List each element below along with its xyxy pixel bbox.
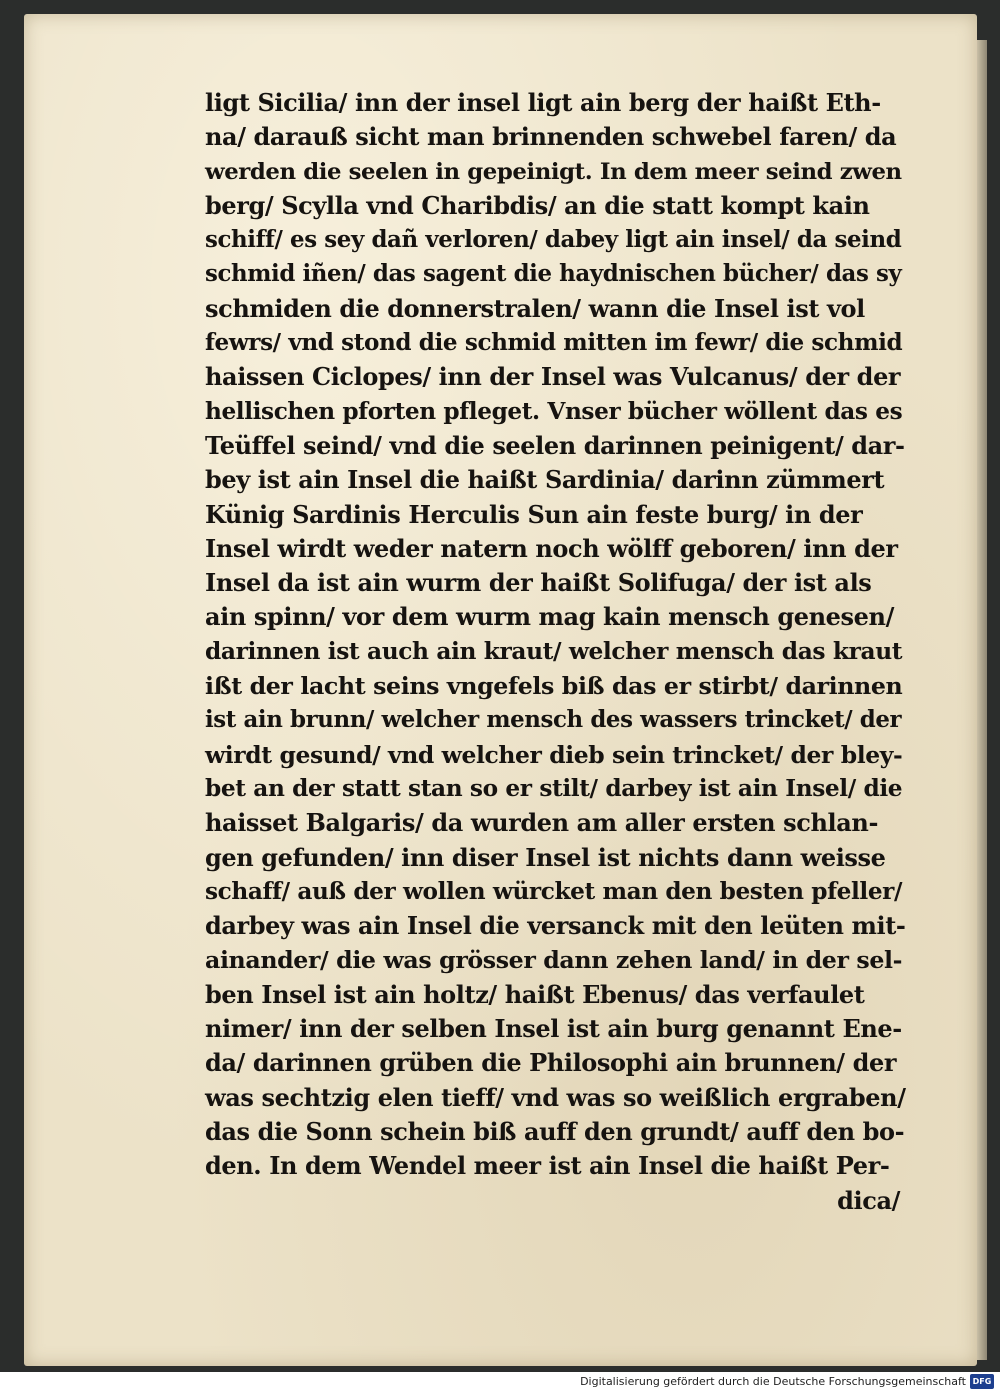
text-line: wirdt gesund/ vnd welcher dieb sein trincket/ der bley- — [205, 740, 903, 769]
text-line: Insel da ist ain wurm der haißt Solifuga/ der ist als — [205, 568, 872, 598]
text-line: da/ darinnen grüben die Philosophi ain brunnen/ der — [205, 1048, 897, 1078]
text-line: hellischen pforten pfleget. Vnser bücher wöllent das es — [205, 397, 903, 425]
text-line: nimer/ inn der selben Insel ist ain burg genannt Ene- — [205, 1014, 902, 1044]
text-line: na/ darauß sicht man brinnenden schwebel faren/ da — [205, 122, 897, 152]
footer-bar — [0, 1372, 1000, 1392]
text-line: Insel wirdt weder natern noch wölff geboren/ inn der — [205, 533, 898, 563]
catchword: dica/ — [837, 1185, 900, 1215]
text-line: ainander/ die was grösser dann zehen land/ in der sel- — [205, 946, 903, 975]
text-line: berg/ Scylla vnd Charibdis/ an die statt kompt kain — [205, 190, 870, 220]
text-line: Künig Sardinis Herculis Sun ain feste burg/ in der — [205, 499, 863, 529]
text-line: fewrs/ vnd stond die schmid mitten im fewr/ die schmid — [205, 329, 903, 357]
text-line: darinnen ist auch ain kraut/ welcher mensch das kraut — [205, 637, 903, 665]
text-line: bey ist ain Insel die haißt Sardinia/ darinn zümmert — [205, 465, 885, 495]
text-line: schiff/ es sey dañ verloren/ dabey ligt ain insel/ da seind — [205, 226, 902, 254]
page-edge — [977, 40, 987, 1360]
text-line: ißt der lacht seins vngefels biß das er stirbt/ darinnen — [205, 672, 903, 701]
funding-credit: Digitalisierung gefördert durch die Deutsche Forschungsgemeinschaft — [580, 1375, 966, 1388]
text-line: haissen Ciclopes/ inn der Insel was Vulcanus/ der der — [205, 362, 901, 392]
text-line: werden die seelen in gepeinigt. In dem meer seind zwen — [205, 158, 902, 185]
text-line: ligt Sicilia/ inn der insel ligt ain berg der haißt Eth- — [205, 88, 881, 117]
text-line: darbey was ain Insel die versanck mit den leüten mit- — [205, 911, 906, 941]
text-line: haisset Balgaris/ da wurden am aller ersten schlan- — [205, 808, 879, 838]
text-line: bet an der statt stan so er stilt/ darbey ist ain Insel/ die — [205, 774, 903, 802]
text-line: Teüffel seind/ vnd die seelen darinnen peinigent/ dar- — [205, 430, 905, 460]
text-line: schmid iñen/ das sagent die haydnischen bücher/ das sy — [205, 261, 902, 288]
text-line: den. In dem Wendel meer ist ain Insel die haißt Per- — [205, 1151, 890, 1181]
dfg-logo-icon: DFG — [970, 1374, 994, 1389]
text-line: ist ain brunn/ welcher mensch des wassers trincket/ der — [205, 707, 902, 734]
text-line: was sechtzig elen tieff/ vnd was so weißlich ergraben/ — [205, 1082, 906, 1112]
text-block — [205, 86, 910, 1218]
text-line: ain spinn/ vor dem wurm mag kain mensch genesen/ — [205, 602, 894, 632]
text-line: ben Insel ist ain holtz/ haißt Ebenus/ das verfaulet — [205, 979, 865, 1009]
text-line: gen gefunden/ inn diser Insel ist nichts dann weisse — [205, 842, 886, 872]
text-line: das die Sonn schein biß auff den grundt/ auff den bo- — [205, 1116, 905, 1146]
text-line: schmiden die donnerstralen/ wann die Insel ist vol — [205, 293, 865, 323]
text-line: schaff/ auß der wollen würcket man den besten pfeller/ — [205, 877, 903, 905]
